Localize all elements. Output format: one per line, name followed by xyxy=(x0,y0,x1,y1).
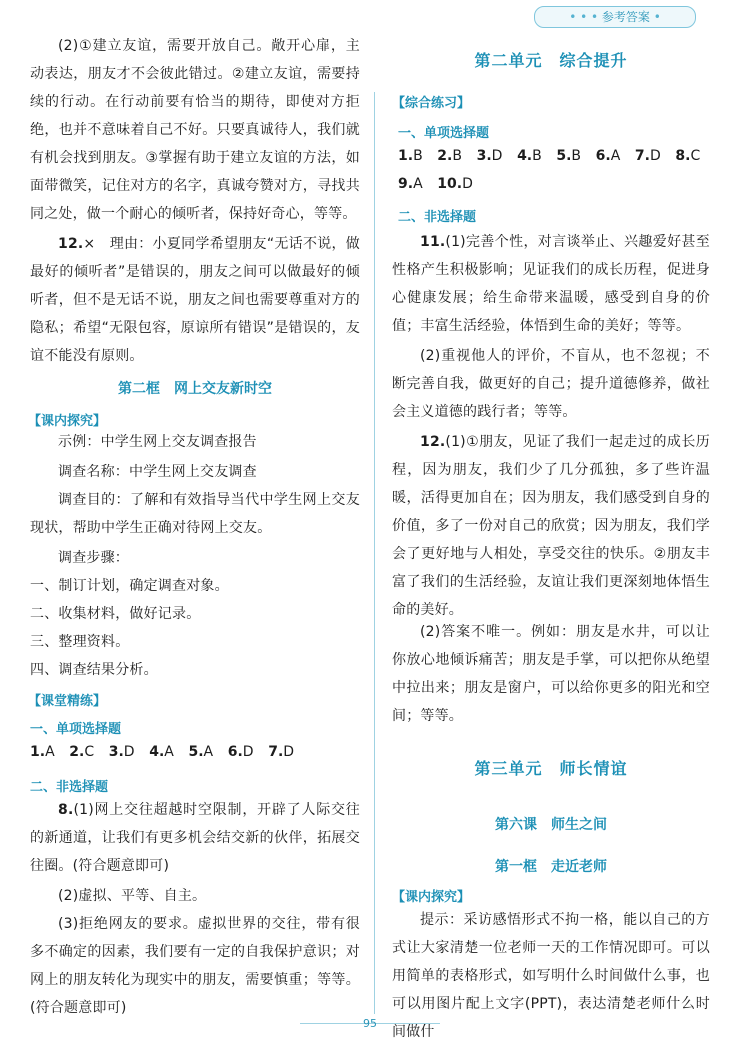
answer-11-part2: (2)①建立友谊，需要开放自己。敞开心扉，主动表达，朋友才不会彼此错过。②建立友谊，需要持续的行动。在行动前要有恰当的期待，即使对方拒绝，也并不意味着自己不好。只要真诚待人，我们就有机会找到朋友。③掌握有助于建立友谊的方法，如面带微笑，记住对方的名字，真诚夸赞对方，寻找共同之处，做一个耐心的倾听者，保持好奇心，等等。 xyxy=(30,38,360,222)
mcq-number: 1. xyxy=(398,148,414,164)
mcq-answer: B xyxy=(452,148,462,164)
mcq-answer: A xyxy=(45,744,55,760)
page-number: 95 xyxy=(363,1017,377,1030)
mcq-answer: D xyxy=(462,176,473,192)
question-number: 12. xyxy=(58,236,84,252)
mcq-answer: A xyxy=(413,176,423,192)
mcq-answer: D xyxy=(242,744,254,760)
tag-in-class-explore-right: 【课内探究】 xyxy=(392,890,471,905)
mcq-answer: C xyxy=(84,744,95,760)
tip-text: 提示：采访感悟形式不拘一格，能以自己的方式让大家清楚一位老师一天的工作情况即可。可以用简单的表格形式，如写明什么时间做什么事，也可以用图片配上文字(PPT)，表达清楚老师什么时间做什 xyxy=(392,912,710,1040)
header-dots-right: • xyxy=(653,10,661,24)
column-divider xyxy=(374,92,375,1014)
mcq-number: 9. xyxy=(398,176,414,192)
answer-8-part3: (3)拒绝网友的要求。虚拟世界的交往，带有很多不确定的因素，我们要有一定的自我保护意识；对网上的朋友转化为现实中的朋友，需要慎重；等等。(符合题意即可) xyxy=(30,916,360,1016)
answer-11-part2-right: (2)重视他人的评价，不盲从，也不忽视；不断完善自我，做更好的自己；提升道德修养，做社会主义道德的践行者；等等。 xyxy=(392,348,710,420)
lesson-title-online-friends: 第二框 网上交友新时空 xyxy=(118,381,272,397)
mcq-number: 6. xyxy=(227,744,243,760)
lesson-6-title: 第六课 师生之间 xyxy=(495,817,607,833)
question-number: 12. xyxy=(420,434,446,450)
tag-in-class-explore: 【课内探究】 xyxy=(28,414,107,429)
answer-12 xyxy=(30,230,360,370)
header-badge-label: 参考答案 xyxy=(601,10,650,24)
survey-purpose: 调查目的：了解和有效指导当代中学生网上交友现状，帮助中学生正确对待网上交友。 xyxy=(30,492,360,536)
survey-example: 示例：中学生网上交友调查报告 xyxy=(58,434,257,450)
frame-1-title: 第一框 走近老师 xyxy=(495,859,607,875)
mcq-answer: B xyxy=(532,148,542,164)
answer-12-part1 xyxy=(392,428,710,624)
mcq-answer: D xyxy=(283,744,295,760)
tag-comprehensive-practice: 【综合练习】 xyxy=(392,96,471,111)
answer-11-part1 xyxy=(392,228,710,340)
header-dots-left: • • • xyxy=(569,10,599,24)
mcq-answer: D xyxy=(649,148,661,164)
survey-name: 调查名称：中学生网上交友调查 xyxy=(58,464,257,480)
mcq-answer: D xyxy=(491,148,503,164)
answer-12-part2: (2)答案不唯一。例如：朋友是水井，可以让你放心地倾诉痛苦；朋友是手掌，可以把你从绝望中拉出来；朋友是窗户，可以给你更多的阳光和空间；等等。 xyxy=(392,624,710,724)
survey-step-1: 一、制订计划，确定调查对象。 xyxy=(30,578,229,594)
mcq-number: 10. xyxy=(437,176,463,192)
mcq-number: 1. xyxy=(30,744,46,760)
mcq-number: 2. xyxy=(69,744,85,760)
mcq-answer: B xyxy=(413,148,423,164)
unit-3-title: 第三单元 师长情谊 xyxy=(474,759,628,778)
survey-step-2: 二、收集材料，做好记录。 xyxy=(30,606,201,622)
tag-classroom-practice: 【课堂精练】 xyxy=(28,694,107,709)
mcq-answer: B xyxy=(571,148,582,164)
section-single-choice: 一、单项选择题 xyxy=(398,126,490,141)
section-single-choice: 一、单项选择题 xyxy=(30,722,122,737)
section-non-choice: 二、非选择题 xyxy=(398,210,477,225)
mcq-number: 7. xyxy=(268,744,284,760)
mcq-answers-row-2 xyxy=(398,176,473,192)
mcq-number: 2. xyxy=(437,148,453,164)
mcq-number: 3. xyxy=(108,744,124,760)
answer-11-part1-text: (1)完善个性，对言谈举止、兴趣爱好甚至性格产生积极影响；见证我们的成长历程，促进身心健康发展；给生命带来温暖，感受到自身的价值；丰富生活经验，体悟到生命的美好；等等。 xyxy=(392,234,710,334)
mcq-number: 8. xyxy=(675,148,691,164)
mcq-number: 5. xyxy=(556,148,572,164)
mcq-answer: A xyxy=(610,148,621,164)
answer-12-text: × 理由：小夏同学希望朋友“无话不说，做最好的倾听者”是错误的，朋友之间可以做最好的倾听者，但不是无话不说，朋友之间也需要尊重对方的隐私；希望“无限包容，原谅所有错误”是错误的，友谊不能没有原则。 xyxy=(30,236,360,364)
answer-8-part1 xyxy=(30,796,360,880)
section-non-choice: 二、非选择题 xyxy=(30,780,109,795)
mcq-number: 4. xyxy=(517,148,533,164)
mcq-number: 7. xyxy=(634,148,650,164)
mcq-number: 6. xyxy=(595,148,611,164)
mcq-number: 5. xyxy=(188,744,204,760)
mcq-answer: C xyxy=(690,148,701,164)
mcq-answers-row-1 xyxy=(398,148,700,164)
survey-steps-heading: 调查步骤： xyxy=(58,550,129,566)
answer-12-part1-text: (1)①朋友，见证了我们一起走过的成长历程，因为朋友，我们少了几分孤独，多了些许温暖，活得更加自在；因为朋友，我们感受到自身的价值，多了一份对自己的欣赏；因为朋友，我们学会了更好地与人相处，享受交往的快乐。②朋友丰富了我们的生活经验，友谊让我们更深刻地体悟生命的美好。 xyxy=(392,434,710,618)
header-answer-badge xyxy=(534,6,696,28)
survey-step-4: 四、调查结果分析。 xyxy=(30,662,158,678)
unit-2-title: 第二单元 综合提升 xyxy=(474,51,628,70)
mcq-number: 3. xyxy=(476,148,492,164)
mcq-answer: D xyxy=(123,744,135,760)
mcq-number: 4. xyxy=(149,744,165,760)
answer-8-part2: (2)虚拟、平等、自主。 xyxy=(58,888,207,904)
mcq-answers-row xyxy=(30,744,294,760)
answer-8-part1-text: (1)网上交往超越时空限制，开辟了人际交往的新通道，让我们有更多机会结交新的伙伴，拓展交往圈。(符合题意即可) xyxy=(30,802,360,874)
mcq-answer: A xyxy=(164,744,174,760)
question-number: 11. xyxy=(420,234,446,250)
survey-step-3: 三、整理资料。 xyxy=(30,634,130,650)
question-number: 8. xyxy=(58,802,74,818)
mcq-answer: A xyxy=(203,744,214,760)
